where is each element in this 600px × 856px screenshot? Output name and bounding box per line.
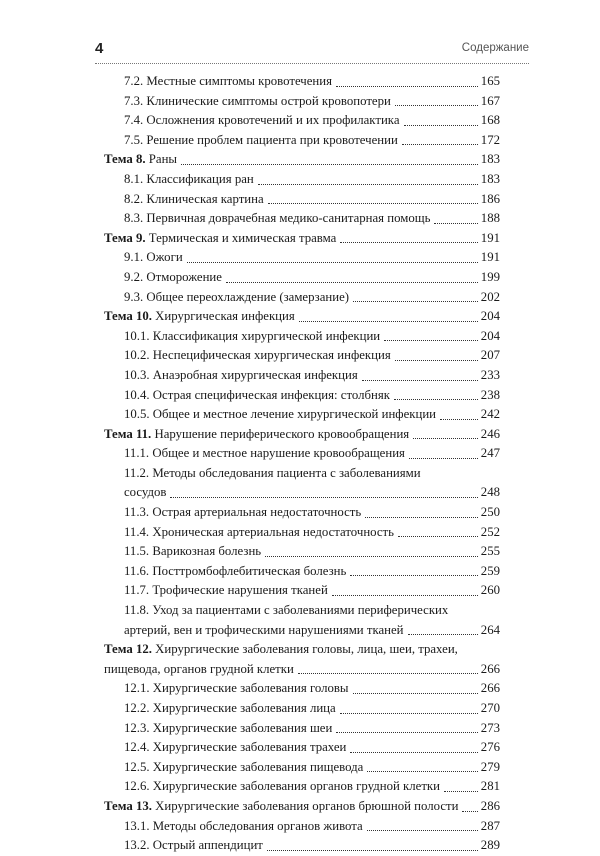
section-number: 8.3. bbox=[124, 211, 144, 226]
page-ref: 270 bbox=[480, 701, 500, 715]
topic-number: Тема 9. bbox=[104, 230, 146, 245]
page-ref: 168 bbox=[480, 113, 500, 128]
section-number: 10.2. bbox=[124, 348, 150, 363]
page-ref: 199 bbox=[480, 269, 500, 284]
page-ref: 183 bbox=[480, 152, 500, 167]
entry-title: Хирургическая инфекция bbox=[155, 309, 295, 324]
dot-leader bbox=[367, 830, 478, 831]
entry-lead bbox=[124, 346, 391, 366]
toc-section-entry bbox=[104, 699, 500, 719]
dot-leader bbox=[265, 556, 478, 557]
toc-section-line bbox=[104, 464, 500, 484]
page-ref: 238 bbox=[480, 387, 500, 402]
toc-topic-line bbox=[104, 640, 500, 660]
toc-section-entry bbox=[104, 817, 500, 837]
entry-lead bbox=[124, 268, 222, 288]
dot-leader bbox=[434, 223, 477, 224]
section-number: 11.7. bbox=[124, 583, 150, 598]
section-number: 7.3. bbox=[124, 93, 144, 108]
entry-title: Ожоги bbox=[146, 250, 183, 265]
toc-section-entry bbox=[104, 131, 500, 151]
entry-lead bbox=[124, 386, 390, 406]
page-ref: 202 bbox=[480, 289, 500, 304]
dot-leader bbox=[444, 791, 478, 792]
entry-title: Отморожение bbox=[146, 269, 222, 284]
page-ref: 252 bbox=[480, 524, 500, 539]
section-number: 8.2. bbox=[124, 191, 144, 206]
dot-leader bbox=[298, 673, 478, 674]
entry-lead bbox=[104, 229, 336, 249]
page-ref: 191 bbox=[480, 250, 500, 265]
page-ref: 191 bbox=[480, 230, 500, 245]
toc-section-entry bbox=[104, 366, 500, 386]
entry-lead bbox=[124, 111, 400, 131]
entry-title: Нарушение периферического кровообращения bbox=[154, 426, 410, 441]
toc-section-entry bbox=[104, 836, 500, 856]
entry-title: Острая артериальная недостаточность bbox=[152, 505, 362, 520]
dot-leader bbox=[181, 164, 478, 165]
dot-leader bbox=[170, 497, 477, 498]
page-ref: 167 bbox=[480, 93, 500, 108]
entry-title: Хирургические заболевания пищевода bbox=[152, 759, 364, 774]
page-ref: 172 bbox=[480, 132, 500, 147]
toc-section-entry bbox=[104, 248, 500, 268]
toc-section-entry bbox=[104, 503, 500, 523]
dot-leader bbox=[404, 125, 478, 126]
section-number: 10.3. bbox=[124, 367, 150, 382]
dot-leader bbox=[395, 360, 478, 361]
section-number: 10.5. bbox=[124, 407, 150, 422]
entry-title: Общее и местное нарушение кровообращения bbox=[152, 446, 405, 461]
section-number: 12.2. bbox=[124, 701, 150, 715]
section-number: 11.2. bbox=[124, 465, 150, 480]
page-ref: 266 bbox=[480, 661, 500, 676]
entry-title: Клиническая картина bbox=[146, 191, 264, 206]
dot-leader bbox=[350, 752, 477, 753]
page-ref: 266 bbox=[480, 681, 500, 696]
toc-section-entry bbox=[104, 288, 500, 308]
running-head: Содержание bbox=[461, 42, 529, 54]
page-ref: 286 bbox=[480, 798, 500, 813]
entry-lead bbox=[124, 523, 394, 543]
toc-section-entry bbox=[104, 679, 500, 699]
entry-title: Трофические нарушения тканей bbox=[152, 583, 328, 598]
dot-leader bbox=[367, 771, 477, 772]
entry-title: Клинические симптомы острой кровопотери bbox=[146, 93, 391, 108]
entry-title: Хирургические заболевания лица bbox=[152, 701, 336, 715]
section-number: 11.8. bbox=[124, 603, 150, 618]
topic-number: Тема 12. bbox=[104, 642, 152, 657]
section-number: 8.1. bbox=[124, 171, 144, 186]
toc-section-entry bbox=[104, 111, 500, 131]
entry-title: Анаэробная хирургическая инфекция bbox=[152, 367, 358, 382]
entry-lead bbox=[124, 562, 346, 582]
dot-leader bbox=[395, 105, 478, 106]
section-number: 11.4. bbox=[124, 524, 150, 539]
toc-section-entry bbox=[104, 386, 500, 406]
entry-title: Неспецифическая хирургическая инфекция bbox=[152, 348, 391, 363]
page-ref: 247 bbox=[480, 446, 500, 461]
section-number: 9.3. bbox=[124, 289, 144, 304]
dot-leader bbox=[409, 458, 478, 459]
table-of-contents bbox=[104, 72, 500, 856]
page-ref: 246 bbox=[480, 426, 500, 441]
section-number: 11.1. bbox=[124, 446, 150, 461]
topic-number: Тема 10. bbox=[104, 309, 152, 324]
section-number: 13.1. bbox=[124, 818, 150, 833]
toc-section-entry bbox=[104, 72, 500, 92]
section-number: 10.4. bbox=[124, 387, 150, 402]
section-number: 7.4. bbox=[124, 113, 144, 128]
toc-section-entry bbox=[104, 209, 500, 229]
entry-title: Уход за пациентами с заболеваниями периферических bbox=[152, 603, 449, 618]
section-number: 12.1. bbox=[124, 681, 150, 696]
section-number: 13.2. bbox=[124, 838, 150, 853]
entry-lead bbox=[124, 581, 328, 601]
entry-lead bbox=[124, 444, 405, 464]
entry-lead bbox=[124, 679, 349, 699]
entry-lead bbox=[124, 719, 332, 739]
entry-title: Термическая и химическая травма bbox=[148, 230, 337, 245]
dot-leader bbox=[299, 321, 478, 322]
toc-section-entry bbox=[104, 327, 500, 347]
page-ref: 186 bbox=[480, 191, 500, 206]
entry-lead bbox=[124, 836, 263, 856]
dot-leader bbox=[336, 86, 478, 87]
toc-section-entry bbox=[104, 444, 500, 464]
toc-section-line bbox=[104, 601, 500, 621]
section-number: 12.6. bbox=[124, 779, 150, 794]
entry-lead bbox=[124, 190, 264, 210]
entry-lead bbox=[124, 542, 261, 562]
page-ref: 287 bbox=[480, 818, 500, 833]
entry-title: пищевода, органов грудной клетки bbox=[104, 661, 294, 676]
entry-title: Общее переохлаждение (замерзание) bbox=[146, 289, 350, 304]
toc-section-entry bbox=[104, 268, 500, 288]
dot-leader bbox=[350, 575, 477, 576]
dot-leader bbox=[398, 536, 478, 537]
toc-section-entry bbox=[104, 483, 500, 503]
dot-leader bbox=[267, 850, 478, 851]
entry-title: артерий, вен и трофическими нарушениями тканей bbox=[124, 622, 404, 637]
toc-section-entry bbox=[104, 719, 500, 739]
dot-leader bbox=[394, 399, 478, 400]
page-ref: 165 bbox=[480, 74, 500, 88]
entry-title: Варикозная болезнь bbox=[152, 544, 262, 559]
toc-section-entry bbox=[104, 581, 500, 601]
entry-lead bbox=[124, 131, 398, 151]
dot-leader bbox=[353, 693, 478, 694]
section-number: 12.4. bbox=[124, 740, 150, 755]
dot-leader bbox=[332, 595, 478, 596]
section-number: 7.5. bbox=[124, 132, 144, 147]
page-ref: 250 bbox=[480, 505, 500, 520]
page-ref: 248 bbox=[480, 485, 500, 500]
dot-leader bbox=[258, 184, 478, 185]
entry-lead bbox=[124, 817, 363, 837]
page-ref: 204 bbox=[480, 309, 500, 324]
entry-title: Хирургические заболевания шеи bbox=[152, 720, 333, 735]
page-ref: 233 bbox=[480, 367, 500, 382]
entry-lead bbox=[124, 209, 430, 229]
page-ref: 264 bbox=[480, 622, 500, 637]
entry-title: Общее и местное лечение хирургической инфекции bbox=[152, 407, 437, 422]
entry-title: Хирургические заболевания органов грудной клетки bbox=[152, 779, 440, 794]
dot-leader bbox=[187, 262, 478, 263]
topic-number: Тема 11. bbox=[104, 426, 152, 441]
toc-section-entry bbox=[104, 738, 500, 758]
page-ref: 188 bbox=[480, 211, 500, 226]
topic-number: Тема 8. bbox=[104, 152, 146, 167]
section-number: 7.2. bbox=[124, 74, 144, 88]
section-number: 11.3. bbox=[124, 505, 150, 520]
entry-title: Первичная доврачебная медико-санитарная помощь bbox=[146, 211, 431, 226]
entry-lead bbox=[124, 288, 349, 308]
entry-lead bbox=[124, 366, 358, 386]
dot-leader bbox=[362, 380, 478, 381]
entry-lead bbox=[124, 248, 183, 268]
dot-leader bbox=[365, 517, 478, 518]
entry-lead bbox=[124, 405, 436, 425]
section-number: 10.1. bbox=[124, 328, 150, 343]
section-number: 9.1. bbox=[124, 250, 144, 265]
toc-section-entry bbox=[104, 777, 500, 797]
section-number: 11.5. bbox=[124, 544, 150, 559]
entry-title: Методы обследования органов живота bbox=[152, 818, 363, 833]
toc-section-entry bbox=[104, 405, 500, 425]
entry-title: сосудов bbox=[124, 485, 167, 500]
entry-title: Хирургические заболевания головы bbox=[152, 681, 349, 696]
entry-lead bbox=[124, 738, 346, 758]
dot-leader bbox=[384, 340, 478, 341]
page-ref: 204 bbox=[480, 328, 500, 343]
page-ref: 260 bbox=[480, 583, 500, 598]
entry-title: Хроническая артериальная недостаточность bbox=[152, 524, 394, 539]
toc-section-entry bbox=[104, 346, 500, 366]
entry-title: Классификация ран bbox=[146, 171, 254, 186]
dot-leader bbox=[268, 203, 478, 204]
section-number: 9.2. bbox=[124, 269, 144, 284]
page-header bbox=[95, 40, 529, 60]
dot-leader bbox=[340, 713, 478, 714]
page-ref: 289 bbox=[480, 838, 500, 853]
page-ref: 255 bbox=[480, 544, 500, 559]
entry-lead bbox=[104, 150, 177, 170]
page-ref: 281 bbox=[480, 779, 500, 794]
dot-leader bbox=[340, 242, 477, 243]
toc-section-entry bbox=[104, 542, 500, 562]
page-ref: 279 bbox=[480, 759, 500, 774]
section-number: 12.3. bbox=[124, 720, 150, 735]
dot-leader bbox=[408, 634, 478, 635]
section-number: 11.6. bbox=[124, 563, 150, 578]
toc-topic-entry bbox=[104, 660, 500, 680]
entry-lead bbox=[104, 797, 458, 817]
page-ref: 276 bbox=[480, 740, 500, 755]
entry-title: Местные симптомы кровотечения bbox=[146, 74, 333, 88]
page-ref: 242 bbox=[480, 407, 500, 422]
dot-leader bbox=[226, 282, 478, 283]
dot-leader bbox=[402, 144, 478, 145]
entry-title: Хирургические заболевания головы, лица, шеи, трахеи, bbox=[155, 642, 458, 657]
entry-title: Раны bbox=[148, 152, 178, 167]
page-ref: 259 bbox=[480, 563, 500, 578]
topic-number: Тема 13. bbox=[104, 798, 152, 813]
header-divider bbox=[95, 63, 529, 64]
entry-lead bbox=[124, 758, 363, 778]
dot-leader bbox=[462, 811, 477, 812]
toc-section-entry bbox=[104, 621, 500, 641]
entry-title: Острый аппендицит bbox=[152, 838, 263, 853]
dot-leader bbox=[440, 419, 478, 420]
page-ref: 207 bbox=[480, 348, 500, 363]
toc-section-entry bbox=[104, 562, 500, 582]
page-number: 4 bbox=[95, 40, 104, 57]
entry-title: Посттромбофлебитическая болезнь bbox=[152, 563, 347, 578]
toc-section-entry bbox=[104, 170, 500, 190]
entry-title: Осложнения кровотечений и их профилактика bbox=[146, 113, 400, 128]
entry-lead bbox=[124, 503, 361, 523]
toc-topic-entry bbox=[104, 307, 500, 327]
entry-lead bbox=[104, 425, 409, 445]
entry-lead bbox=[124, 777, 440, 797]
page-ref: 273 bbox=[480, 720, 500, 735]
toc-section-entry bbox=[104, 758, 500, 778]
section-number: 12.5. bbox=[124, 759, 150, 774]
entry-lead bbox=[124, 327, 380, 347]
entry-lead bbox=[124, 170, 254, 190]
entry-title: Классификация хирургической инфекции bbox=[152, 328, 381, 343]
entry-title: Острая специфическая инфекция: столбняк bbox=[152, 387, 390, 402]
page-ref: 183 bbox=[480, 171, 500, 186]
toc-topic-entry bbox=[104, 150, 500, 170]
entry-lead bbox=[124, 92, 391, 112]
dot-leader bbox=[413, 438, 478, 439]
entry-lead bbox=[104, 307, 295, 327]
entry-lead bbox=[124, 72, 332, 92]
toc-section-entry bbox=[104, 523, 500, 543]
toc-topic-entry bbox=[104, 425, 500, 445]
dot-leader bbox=[336, 732, 477, 733]
toc-section-entry bbox=[104, 92, 500, 112]
entry-title: Решение проблем пациента при кровотечении bbox=[146, 132, 398, 147]
entry-lead bbox=[124, 699, 336, 719]
entry-title: Хирургические заболевания трахеи bbox=[152, 740, 347, 755]
entry-title: Методы обследования пациента с заболеваниями bbox=[152, 465, 421, 480]
toc-section-entry bbox=[104, 190, 500, 210]
toc-topic-entry bbox=[104, 797, 500, 817]
dot-leader bbox=[353, 301, 478, 302]
toc-topic-entry bbox=[104, 229, 500, 249]
entry-title: Хирургические заболевания органов брюшной полости bbox=[155, 798, 459, 813]
